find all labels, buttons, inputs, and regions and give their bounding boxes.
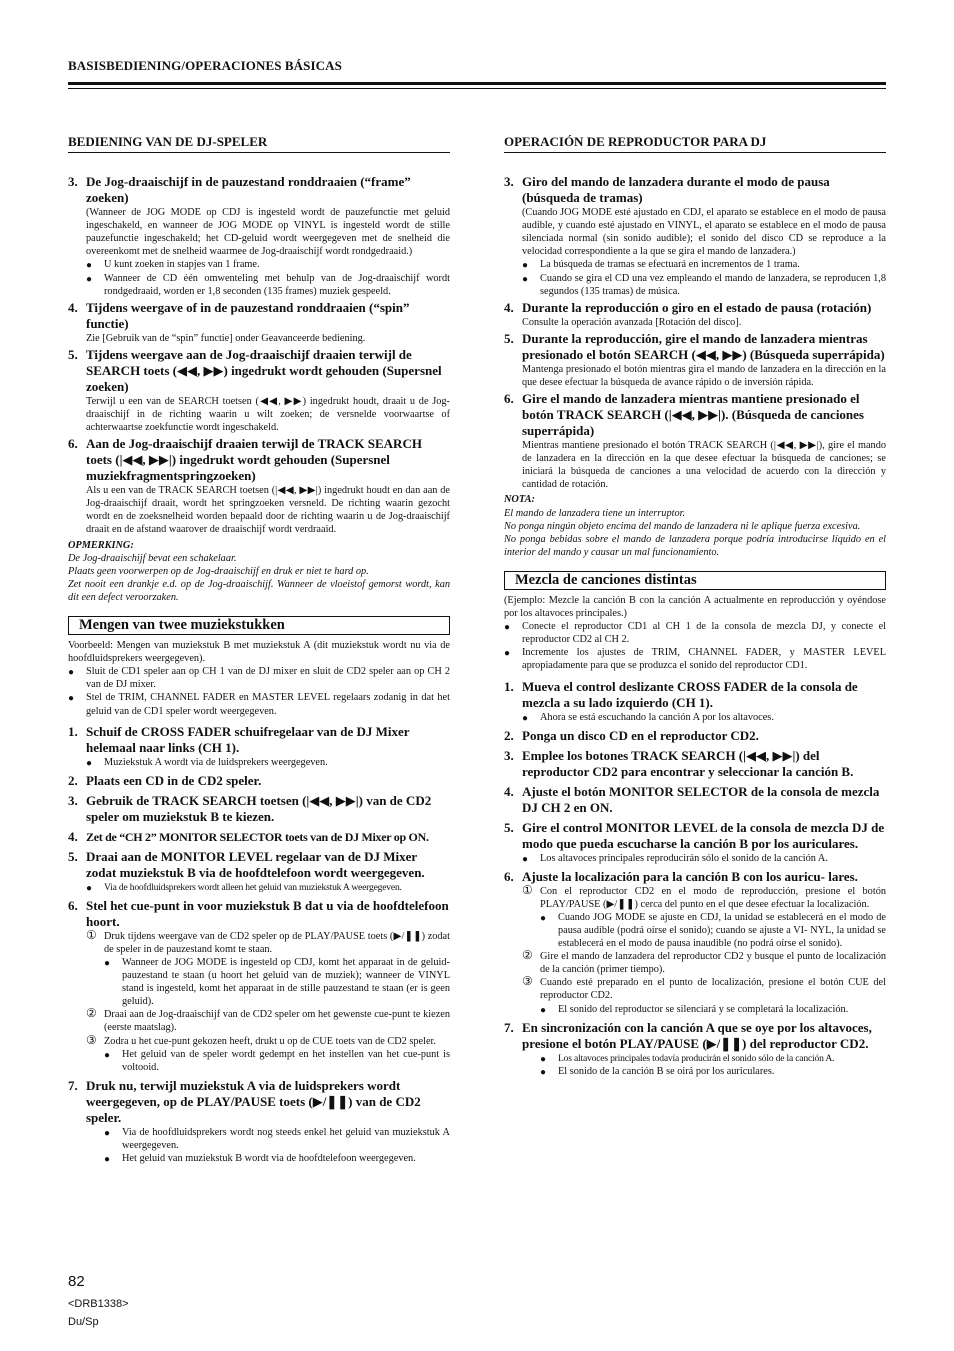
mix-step-6 [504,869,886,1016]
step-number: 5. [504,819,514,835]
step-4 [504,300,886,329]
note-line: No ponga bebidas sobre el mando de lanzadera porque podría introducirse líquido en el interior del mando y causar un mal funcionamiento. [504,533,886,558]
step-title: Schuif de CROSS FADER schuifregelaar van de DJ Mixer helemaal naar links (CH 1). [86,723,410,755]
bullet-icon: ● [540,1066,547,1078]
note-line: El mando de lanzadera tiene un interruptor. [504,507,686,519]
step-number: 4. [504,783,514,799]
bullet-icon: ● [540,1053,546,1065]
bullet-icon: ● [522,712,529,724]
note-line: No ponga ningún objeto encima del mando de lanzadera ni le aplique fuerza excesiva. [504,520,861,532]
circled-number: ③ [522,974,533,989]
step-description: Consulte la operación avanzada [Rotación del disco]. [522,316,742,328]
step-number: 1. [504,678,514,694]
section-title: BEDIENING VAN DE DJ-SPELER [68,135,450,153]
bullet-icon: ● [86,882,92,894]
bullet-icon: ● [504,648,511,660]
step-number: 6. [504,391,514,407]
bullet-item: ● Wanneer de JOG MODE is ingesteld op CDJ, komt het apparaat in de geluid-pauzestand te staan (u hoort het geluid van de muziek); wanneer de VINYL stand is ingesteld, komt het apparaat in de stille pauzestand te staan (er is geen geluid). [104,957,450,1008]
step-description: Zie [Gebruik van de “spin” functie] onder Geavanceerde bediening. [86,332,366,344]
step-title: Emplee los botones TRACK SEARCH (|◀◀, ▶▶|) del reproductor CD2 para encontrar y seleccionar la canción B. [522,747,854,779]
circled-number: ② [86,1006,97,1021]
bullet-item: ● El sonido de la canción B se oirá por los auriculares. [540,1065,775,1078]
intro-text: Voorbeeld: Mengen van muziekstuk B met muziekstuk A (dit muziekstuk wordt nu via de hoofdluidsprekers weergegeven). [68,640,450,665]
page-number: 82 [68,1273,85,1290]
bullet-item: ● Het geluid van de speler wordt gedempt en het instellen van het cue-punt is voltooid. [104,1048,450,1073]
sub-step: ② Draai aan de Jog-draaischijf van de CD2 speler om het gewenste cue-punt te kiezen (eerste maatslag). [86,1006,450,1034]
step-title: Durante la reproducción, gire el mando de lanzadera mientras presionado el botón SEARCH (◀◀, ▶▶) (Búsqueda superrápida) [522,330,885,362]
dutch-column [68,135,450,1165]
sub-step: ③ Cuando esté preparado en el punto de localización, presione el botón CUE del reproductor CD2. [522,974,886,1002]
bullet-item: ● Cuando JOG MODE se ajuste en CDJ, la unidad se establecerá en el modo de pausa audible (podrá oírse el sonido); cuando se ajuste a VI- NYL, la unidad se establecerá en el modo de pausa inaudible (no podrá oírse el sonido). [540,911,886,950]
mix-step-7 [504,1020,886,1078]
bullet-icon: ● [104,958,111,969]
step-6 [504,391,886,491]
bullet-item: ● Wanneer de CD één omwenteling met behulp van de Jog-draaischijf wordt rondgedraaid, worden er 1,8 seconden (135 frames) muziek gespeeld. [86,272,450,297]
step-description: (Wanneer de JOG MODE op CDJ is ingesteld wordt de pauzefunctie met geluid ingeschakeld, en wanneer de JOG MODE op VINYL is ingesteld wordt de stille pauzefunctie ingeschakeld; het CD-geluid wordt weergegeven met de snelheid die overeenkomt met de snelheid waarmee de Jog-draaischijf wordt rondgedraaid.) [86,207,450,258]
bullet-icon: ● [522,260,529,272]
step-number: 5. [504,330,514,346]
sub-step: ① Druk tijdens weergave van de CD2 speler op de PLAY/PAUSE toets (▶/❚❚) zodat de speler in de pauzestand komt te staan. [86,927,450,955]
step-6 [68,436,450,536]
bullet-item: ● Via de hoofdluidsprekers wordt nog steeds enkel het geluid van muziekstuk A weergegeven. [104,1126,450,1151]
bullet-item: ● Los altavoces principales reproducirán sólo el sonido de la canción A. [522,852,828,865]
bullet-item: ● Sluit de CD1 speler aan op CH 1 van de DJ mixer en sluit de CD2 speler aan op CH 2 van de DJ mixer. [68,666,450,691]
step-number: 3. [504,174,514,190]
bullet-item: ● Los altavoces principales todavía producirán el sonido sólo de la canción A. [540,1052,835,1065]
bullet-icon: ● [104,1127,111,1139]
section-title: OPERACIÓN DE REPRODUCTOR PARA DJ [504,135,886,153]
circled-number: ① [522,882,533,897]
mix-step-1 [68,724,450,769]
bullet-icon: ● [522,273,529,285]
step-number: 1. [68,723,78,739]
bullet-icon: ● [86,260,93,272]
step-description: Terwijl u een van de SEARCH toetsen (◀◀, ▶▶) ingedrukt houdt, draait u de Jog-draaischijf in de richting waarin u wilt zoeken; de versnelde voorwaartse of achterwaartse zoekfunctie wordt ingeschakeld. [86,395,450,434]
circled-number: ③ [86,1032,97,1047]
bullet-item: ● Het geluid van muziekstuk B wordt via de hoofdtelefoon weergegeven. [104,1153,416,1166]
sub-step: ③ Zodra u het cue-punt gekozen heeft, drukt u op de CUE toets van de CD2 speler. [86,1032,436,1047]
bullet-item: ● Stel de TRIM, CHANNEL FADER en MASTER LEVEL regelaars zodanig in dat het geluid van de CD1 speler wordt weergegeven. [68,692,450,717]
sub-step: ① Con el reproductor CD2 en el modo de reproducción, presione el botón PLAY/PAUSE (▶/❚❚) cerca del punto en el que desee efectuar la localización. [522,882,886,910]
step-number: 6. [68,897,78,913]
bullet-icon: ● [68,693,75,705]
step-5 [68,347,450,434]
step-number: 3. [504,747,514,763]
step-title: Durante la reproducción o giro en el estado de pausa (rotación) [522,299,872,315]
step-title: Mueva el control deslizante CROSS FADER de la consola de mezcla a su lado izquierdo (CH 1). [522,678,858,710]
step-description: Mantenga presionado el botón mientras gira el mando de lanzadera en la dirección en la que desee efectuar la búsqueda de avance rápido o de inversión rápida. [522,363,886,388]
step-number: 4. [68,828,78,844]
mix-step-2 [504,728,886,744]
bullet-icon: ● [522,853,529,865]
mix-step-4 [68,829,450,845]
note-line: De Jog-draaischijf bevat een schakelaar. [68,552,237,564]
step-title: Tijdens weergave of in de pauzestand ronddraaien (“spin” functie) [86,299,410,331]
note-heading: NOTA: [504,494,535,506]
bullet-item: ● Via de hoofdluidsprekers wordt alleen het geluid van muziekstuk A weergegeven. [86,881,402,894]
step-title: De Jog-draaischijf in de pauzestand ronddraaien (“frame” zoeken) [86,174,411,206]
page-header: BASISBEDIENING/OPERACIONES BÁSICAS [68,58,342,73]
document-code: <DRB1338> [68,1298,129,1310]
step-title: Zet de “CH 2” MONITOR SELECTOR toets van de DJ Mixer op ON. [86,829,429,844]
bullet-icon: ● [104,1049,111,1061]
step-3 [504,174,886,298]
step-number: 4. [68,299,78,315]
bullet-icon: ● [68,667,75,679]
bullet-icon: ● [504,622,511,634]
bullet-item: ● Ahora se está escuchando la canción A por los altavoces. [522,711,774,724]
step-number: 4. [504,299,514,315]
mix-step-6 [68,898,450,1074]
mix-step-2 [68,773,450,789]
bullet-item: ● U kunt zoeken in stapjes van 1 frame. [86,259,260,272]
step-title: Ajuste el botón MONITOR SELECTOR de la consola de mezcla DJ CH 2 en ON. [522,783,880,815]
bullet-icon: ● [540,1004,547,1016]
step-description: Mientras mantiene presionado el botón TRACK SEARCH (|◀◀, ▶▶|), gire el mando de lanzadera en la dirección en la que desee efectuar la búsqueda de canciones; se iniciará la búsqueda de canciones a una velocidad de acuerdo con la dirección y cantidad de rotación. [522,440,886,491]
bullet-item: ● Incremente los ajustes de TRIM, CHANNEL FADER, y MASTER LEVEL apropiadamente para que se produzca el sonido del reproductor CD1. [504,647,886,672]
mix-step-4 [504,784,886,816]
bullet-item: ● Cuando se gira el CD una vez empleando el mando de lanzadera, se reproducen 1,8 segundos (135 tramas) de música. [522,272,886,297]
step-5 [504,331,886,389]
step-number: 6. [68,436,78,452]
mix-step-3 [504,748,886,780]
circled-number: ① [86,927,97,942]
step-title: Gire el mando de lanzadera mientras mantiene presionado el botón TRACK SEARCH (|◀◀, ▶▶|). (Búsqueda de canciones superrápida) [522,391,864,439]
step-title: Gebruik de TRACK SEARCH toetsen (|◀◀, ▶▶|) van de CD2 speler om muziekstuk B te kiezen. [86,792,432,824]
step-title: En sincronización con la canción A que se oye por los altavoces, presione el botón PLAY/PAUSE (▶/❚❚) del reproductor CD2. [522,1019,872,1051]
header-rule-thick [68,82,886,85]
step-number: 3. [68,174,78,190]
mix-step-1 [504,679,886,724]
bullet-icon: ● [86,757,93,769]
step-title: Ajuste la localización para la canción B con los auricu- lares. [522,868,858,884]
header-rule-thin [68,88,886,89]
bullet-item: ● Conecte el reproductor CD1 al CH 1 de la consola de mezcla DJ, y conecte el reproductor CD2 al CH 2. [504,621,886,646]
step-description: (Cuando JOG MODE esté ajustado en CDJ, el aparato se establece en el modo de pausa audible, y cuando esté ajustado en VINYL, el aparato se establece en el modo de pausa silenciada normal (sin sonido audible); el sonido del disco CD se reproduce a la velocidad correspondiente a la que se gira el mando de lanzadera.) [522,207,886,258]
subsection-box-title: Mengen van twee muziekstukken [68,616,450,635]
step-number: 5. [68,346,78,362]
note-line: Zet nooit een drankje e.d. op de Jog-draaischijf. Wanneer de vloeistof gemorst wordt, kan dit een defect veroorzaken. [68,578,450,603]
step-title: Gire el control MONITOR LEVEL de la consola de mezcla DJ de modo que pueda escucharse la canción B por los auriculares. [522,819,885,851]
step-description: Als u een van de TRACK SEARCH toetsen (|◀◀, ▶▶|) ingedrukt houdt en dan aan de Jog-draaischijf draait, wordt het springzoeken versneld. De richting waarin gezocht wordt en de zoeksnelheid worden bepaald door de richting waarin u de Jog-draaischijf draait en de afstand waarover de draaischijf wordt verdraaid. [86,485,450,536]
step-title: Ponga un disco CD en el reproductor CD2. [522,727,759,743]
step-title: Stel het cue-punt in voor muziekstuk B dat u via de hoofdtelefoon hoort. [86,897,449,929]
language-code: Du/Sp [68,1316,99,1328]
step-title: Giro del mando de lanzadera durante el modo de pausa (búsqueda de tramas) [522,174,830,206]
spanish-column [504,135,886,1078]
bullet-icon: ● [104,1154,111,1166]
step-number: 2. [68,772,78,788]
step-number: 5. [68,848,78,864]
note-line: Plaats geen voorwerpen op de Jog-draaischijf en druk er niet te hard op. [68,565,369,577]
mix-step-3 [68,793,450,825]
step-number: 7. [504,1019,514,1035]
step-title: Aan de Jog-draaischijf draaien terwijl de TRACK SEARCH toets (|◀◀, ▶▶|) ingedrukt wordt gehouden (Supersnel muziekfragmentspringzoeken) [86,436,422,484]
bullet-item: ● La búsqueda de tramas se efectuará en incrementos de 1 trama. [522,259,800,272]
mix-step-5 [504,820,886,865]
subsection-box-title: Mezcla de canciones distintas [504,571,886,590]
step-number: 3. [68,792,78,808]
step-number: 6. [504,868,514,884]
sub-step: ② Gire el mando de lanzadera del reproductor CD2 y busque el punto de localización de la canción (primer tiempo). [522,948,886,976]
step-title: Plaats een CD in de CD2 speler. [86,772,262,788]
bullet-icon: ● [86,273,93,285]
step-number: 2. [504,727,514,743]
step-3 [68,174,450,298]
mix-step-7 [68,1078,450,1165]
step-4 [68,300,450,345]
step-title: Draai aan de MONITOR LEVEL regelaar van de DJ Mixer zodat muziekstuk B via de hoofdtelefoon wordt weergegeven. [86,848,425,880]
bullet-icon: ● [540,912,547,924]
intro-text: (Ejemplo: Mezcle la canción B con la canción A actualmente en reproducción y oyéndose por los altavoces principales.) [504,594,886,620]
circled-number: ② [522,948,533,963]
step-title: Tijdens weergave aan de Jog-draaischijf draaien terwijl de SEARCH toets (◀◀, ▶▶) ingedrukt wordt gehouden (Supersnel zoeken) [86,346,442,394]
note-heading: OPMERKING: [68,539,134,551]
bullet-item: ● Muziekstuk A wordt via de luidsprekers weergegeven. [86,756,328,769]
bullet-item: ● El sonido del reproductor se silenciará y se completará la localización. [540,1003,849,1016]
step-title: Druk nu, terwijl muziekstuk A via de luidsprekers wordt weergegeven, op de PLAY/PAUSE toets (▶/❚❚) van de CD2 speler. [86,1077,421,1125]
mix-step-5 [68,849,450,894]
step-number: 7. [68,1077,78,1093]
